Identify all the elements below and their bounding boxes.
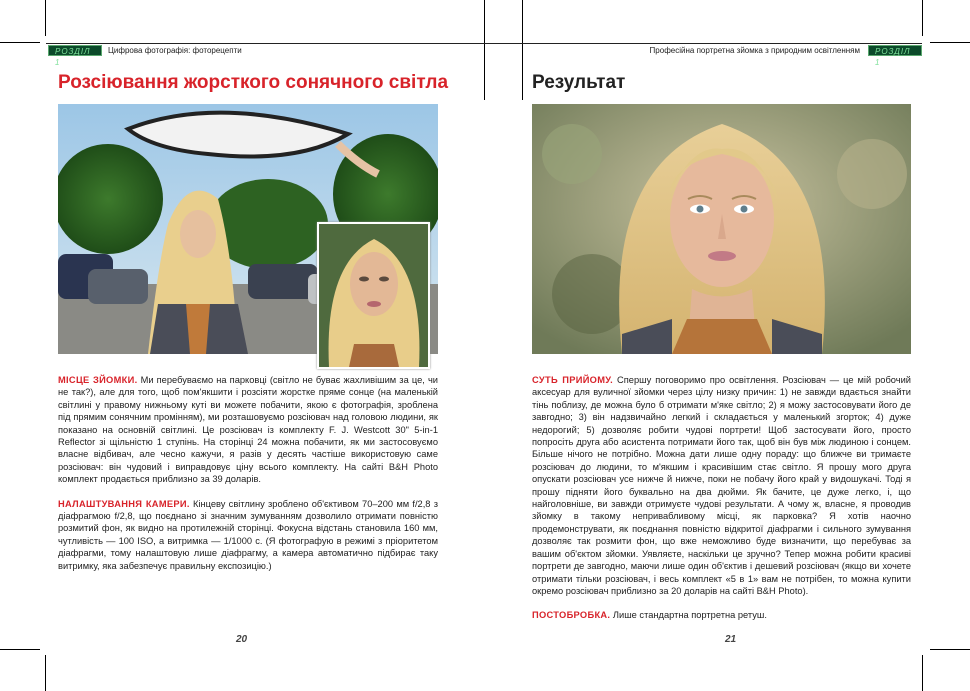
header-rule <box>46 43 485 44</box>
para-text: Кінцеву світлину зроблено об'єктивом 70–200 мм f/2,8 з діафрагмою f/2,8, що поєднано зі значним зумуванням дозволило отримати повністю розмитий фон, як видно на протилежній сторінці. Фокусна відстань становила 160 мм, чутливість — 100 ISO, а витримка — 1/1000 с. (Я фотографую в режимі з пріоритетом діафрагми, тому налаштовую лише діафрагму, а камера автоматично підбирає таку витримку, яка забезпечує правильну експозицію.) <box>58 498 438 571</box>
result-portrait-illustration <box>532 104 911 354</box>
inset-photo-direct-sun <box>317 222 430 369</box>
para-lead: МІСЦЕ ЗЙОМКИ. <box>58 375 138 385</box>
paragraph <box>58 498 438 572</box>
header-rule <box>485 43 922 44</box>
direct-sun-portrait-illustration <box>319 224 428 367</box>
para-lead: ПОСТОБРОБКА. <box>532 610 611 621</box>
para-text: Ми перебуваємо на парковці (світло не буває жахливішим за це, чи не так?), але для того, щоб пом'якшити і розсіяти жорстке пряме сонце (на маленькій світлині у правому нижньому куті ви можете побачити, якою є фотографія, зроблена під прямим сонячним промінням), ми розташовуємо розсіювач над головою людини, як показано на основній світлині. Це розсіювач із комплекту F. J. Westcott 30" 5-in-1 Reflector зі щільністю 1 ступінь. На сторінці 24 можна побачити, як ми застосовуємо власне відбивач, але чесно кажучи, я разів у десять частіше використовую саме розсіювач: він чудовий і виправдовує ціну всього комплекту. На сайті B&H Photo комплект продається приблизно за 39 доларів. <box>58 375 438 485</box>
para-text: Лише стандартна портретна ретуш. <box>610 610 767 621</box>
chapter-badge: РОЗДІЛ 1 <box>868 45 922 56</box>
page-number: 21 <box>725 634 737 645</box>
running-header: Цифрова фотографія: фоторецепти <box>108 46 242 55</box>
para-lead: СУТЬ ПРИЙОМУ. <box>532 375 614 385</box>
paragraph <box>58 374 438 486</box>
result-portrait-photo <box>532 104 911 354</box>
page-title: Розсіювання жорсткого сонячного світла <box>58 72 449 93</box>
page-number: 20 <box>236 634 248 645</box>
para-text: Спершу поговоримо про освітлення. Розсіювач — це мій робочий аксесуар для вуличної зйомки через цілу низку причин: 1) не завжди вдається знайти тінь поблизу, де можна було б отримати м'яке світло; 2) я можу застосовувати його де завгодно; 3) він надзвичайно легкий і складається у маленький згорток; 4) дуже недорогий; 5) дозволяє робити чудові портрети! Щоб застосувати його, просто попросіть друга або асистента потримати його так, щоб він був між людиною і сонцем. Більше нічого не потрібно. Можна дати лише одну пораду: що ближче ви тримаєте розсіювач до людини, то м'якшим і красивішим стає світло. Я прошу мого друга опускати розсіювач усе нижче й нижче, поки не побачу його край у видошукачі. Тоді я прошу підняти його буквально на два дюйми. Як бачите, це дуже легко, і, що найголовніше, ви завжди отримуєте чудові результати. А чому ж, власне, я проводив зйомку в такому непривабливому місці, як парковка? Я хотів наочно продемонструвати, як поєднання повністю відкритої діафрагми і сильного зумування дозволяє так розмити фон, що вже неможливо буде визначити, що перебуває за вашим об'єктом зйомки. Уявляєте, наскільки це зручно? Тепер можна робити красиві портрети де завгодно, маючи лише один об'єктив і дешевий розсіювач (якщо ви хочете отримати тільки розсіювач, і весь комплект «5 в 1» вам не потрібен, то можна купити окремо розсіювач приблизно за 20 доларів на сайті B&H Photo). <box>532 375 911 596</box>
chapter-badge: РОЗДІЛ 1 <box>48 45 102 56</box>
left-body-text <box>58 374 438 584</box>
right-body-text <box>532 374 911 634</box>
running-header: Професійна портретна зйомка з природним освітленням <box>649 46 860 55</box>
paragraph <box>532 374 911 597</box>
page-title: Результат <box>532 72 626 93</box>
paragraph <box>532 609 911 621</box>
para-lead: НАЛАШТУВАННЯ КАМЕРИ. <box>58 498 190 509</box>
right-page <box>485 0 970 691</box>
